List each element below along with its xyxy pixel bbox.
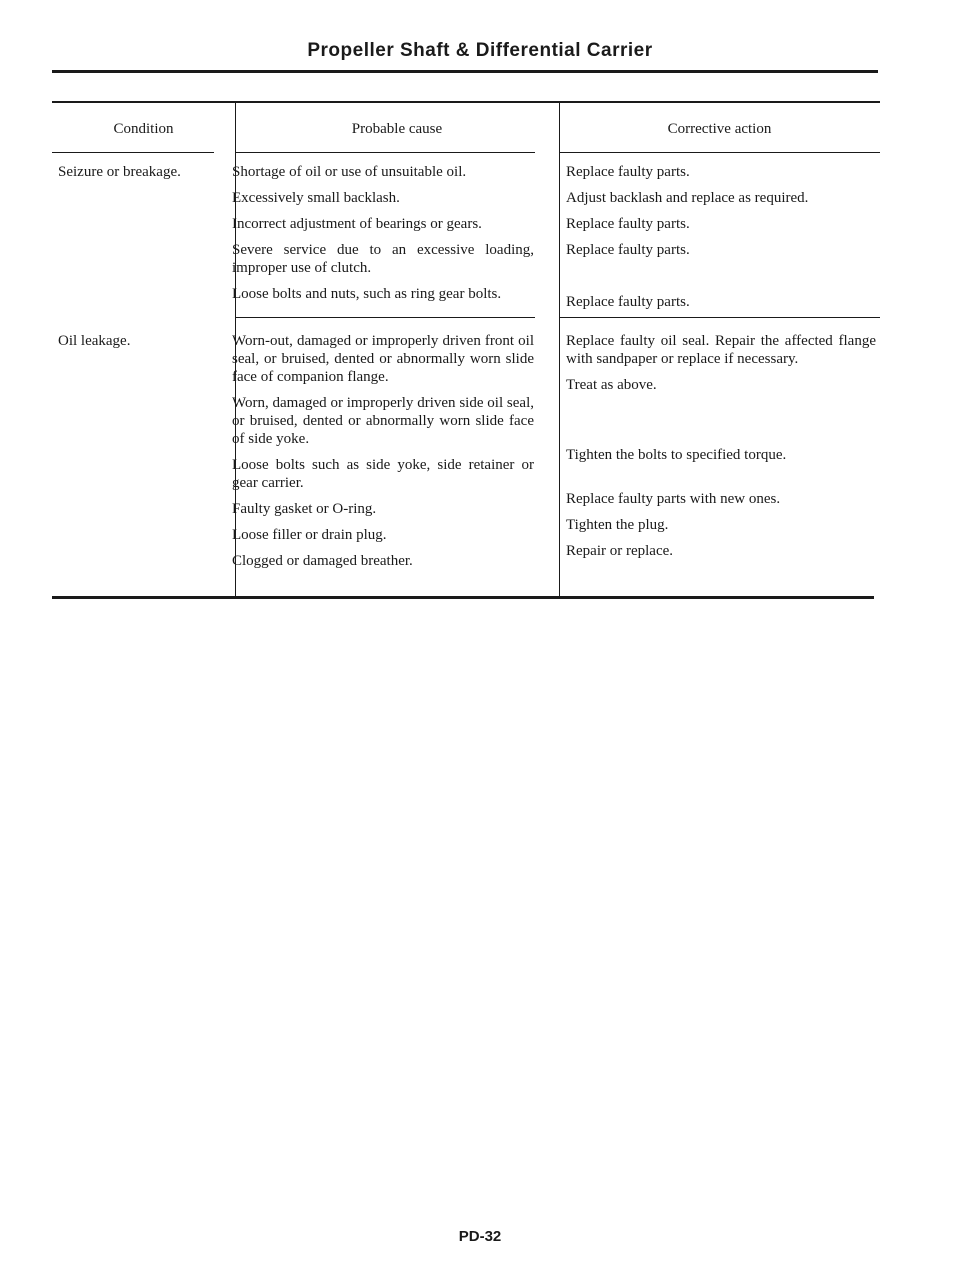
action-item: Replace faulty parts. (566, 294, 690, 310)
column-divider-2 (559, 101, 560, 598)
page-number: PD-32 (458, 1228, 502, 1245)
table-row-2-condition: Oil leakage. (58, 333, 131, 349)
table-top-rule (52, 101, 880, 103)
row-divider-cause (235, 317, 535, 318)
table-row-2-causes (232, 332, 534, 578)
column-header-corrective-action: Corrective action (667, 121, 772, 137)
cause-item: Loose bolts and nuts, such as ring gear bolts. (232, 286, 502, 302)
table-row-1-causes (232, 163, 534, 311)
header-underline-action (559, 152, 880, 153)
cause-item: Excessively small backlash. (232, 190, 400, 206)
action-item: Replace faulty oil seal. Repair the affected flange with sandpaper or replace if necessary. (566, 333, 876, 367)
action-item: Treat as above. (566, 377, 657, 393)
table-row-1-condition: Seizure or breakage. (58, 164, 181, 180)
page-title: Propeller Shaft & Differential Carrier (307, 40, 653, 61)
cause-item: Worn-out, damaged or improperly driven front oil seal, or bruised, dented or abnormally worn slide face of companion flange. (232, 333, 534, 385)
column-header-probable-cause: Probable cause (351, 121, 443, 137)
header-rule (52, 70, 878, 73)
action-item: Tighten the plug. (566, 517, 669, 533)
table-row-1-actions (566, 163, 876, 319)
cause-item: Incorrect adjustment of bearings or gears. (232, 216, 482, 232)
action-item: Replace faulty parts. (566, 164, 690, 180)
header-underline-cause (235, 152, 535, 153)
table-row-2-actions (566, 332, 876, 568)
action-item: Replace faulty parts. (566, 216, 690, 232)
cause-item: Shortage of oil or use of unsuitable oil. (232, 164, 467, 180)
column-header-condition: Condition (113, 121, 174, 137)
row-divider-action (559, 317, 880, 318)
action-item: Adjust backlash and replace as required. (566, 190, 809, 206)
header-underline-condition (52, 152, 214, 153)
action-item: Replace faulty parts. (566, 242, 690, 258)
action-item: Replace faulty parts with new ones. (566, 491, 781, 507)
cause-item: Loose filler or drain plug. (232, 527, 387, 543)
action-item: Repair or replace. (566, 543, 674, 559)
action-item: Tighten the bolts to specified torque. (566, 447, 787, 463)
cause-item: Faulty gasket or O-ring. (232, 501, 377, 517)
cause-item: Clogged or damaged breather. (232, 553, 413, 569)
table-bottom-rule (52, 596, 874, 599)
cause-item: Worn, damaged or improperly driven side oil seal, or bruised, dented or abnormally worn slide face of side yoke. (232, 395, 534, 447)
cause-item: Severe service due to an excessive loading, improper use of clutch. (232, 242, 534, 276)
cause-item: Loose bolts such as side yoke, side retainer or gear carrier. (232, 457, 534, 491)
